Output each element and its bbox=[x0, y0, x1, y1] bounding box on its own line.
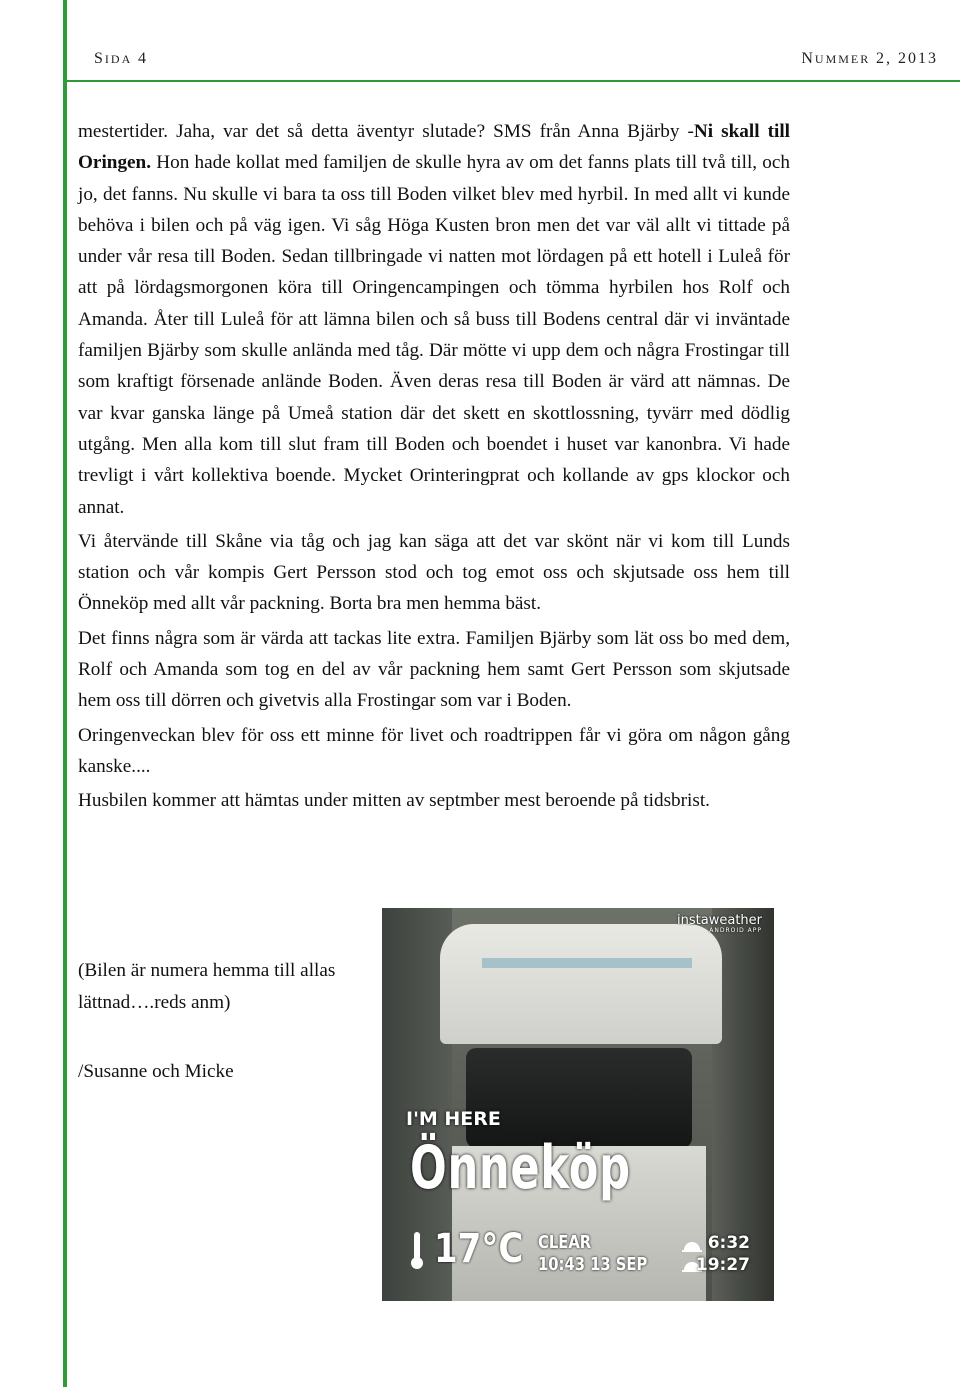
paragraph-3: Det finns några som är värda att tackas lite extra. Familjen Bjärby som lät oss bo med dem, Rolf och Amanda som tog en del av vår packning hem samt Gert Persson som skjutsade hem oss till dörren och givetvis alla Frostingar som var i Boden. bbox=[78, 627, 790, 712]
green-header-rule bbox=[63, 80, 960, 82]
paragraph-1 bbox=[78, 116, 790, 523]
brand-name: instaweather bbox=[677, 913, 762, 928]
weather-condition: CLEAR bbox=[538, 1232, 592, 1253]
signature: /Susanne och Micke bbox=[78, 1061, 234, 1082]
paragraph-1-rest: Hon hade kollat med familjen de skulle hyra av om det fanns plats till två till, och jo, det fanns. Nu skulle vi bara ta oss till Boden vilket blev med hyrbil. In med allt vi kunde behöva i bilen och på väg igen. Vi såg Höga Kusten bron men det var väl allt vi tittade på under vår resa till Boden. Sedan tillbringade vi natten mot lördagen på ett hotell i Luleå för att på lördagsmorgonen köra till Oringencampingen och tömma hyrbilen hos Rolf och Amanda. Åter till Luleå för att lämna bilen och så buss till Bodens central där vi inväntade familjen Bjärby som skulle anlända med tåg. Där mötte vi upp dem och några Frostingar till som kraftigt försenade anlände Boden. Även deras resa till Boden är värd att nämnas. De var kvar ganska länge på Umeå station där det skett en skottlossning, tyvärr med dödlig utgång. Men alla kom till slut fram till Boden och boendet i huset var kanonbra. Vi hade trevligt i vårt kollektiva boende. Mycket Orinteringprat och kollande av gps klockor och annat. bbox=[78, 152, 790, 518]
issue-number: 2, 2013 bbox=[876, 50, 938, 67]
issue-label bbox=[801, 50, 938, 68]
issue-initial: N bbox=[801, 50, 815, 67]
instaweather-logo bbox=[677, 914, 762, 935]
place-name: Önneköp bbox=[410, 1133, 631, 1203]
camper-stripe bbox=[482, 958, 692, 968]
paragraph-2: Vi återvände till Skåne via tåg och jag kan säga att det var skönt när vi kom till Lunds station och vår kompis Gert Persson stod och tog emot oss och skjutsade oss hem till Önneköp med allt vår packning. Borta bra men hemma bäst. bbox=[78, 530, 790, 615]
side-notes bbox=[78, 955, 358, 1088]
page-label bbox=[94, 50, 148, 68]
editor-note: (Bilen är numera hemma till allas lättnad….reds anm) bbox=[78, 960, 336, 1013]
page-number: 4 bbox=[137, 50, 148, 67]
paragraph-5: Husbilen kommer att hämtas under mitten av septmber mest beroende på tidsbrist. bbox=[78, 790, 710, 812]
paragraph-1-bold: Ni skall till Oringen. bbox=[78, 121, 791, 174]
sunset-time: 19:27 bbox=[695, 1255, 750, 1275]
article-body bbox=[78, 116, 790, 820]
thermometer-icon bbox=[410, 1230, 424, 1270]
camper-photo bbox=[382, 908, 774, 1301]
paragraph-1-start: mestertider. Jaha, var det så detta äventyr slutade? SMS från Anna Bjärby - bbox=[78, 121, 694, 142]
sun-times bbox=[696, 1232, 750, 1276]
paragraph-4: Oringenveckan blev för oss ett minne för livet och roadtrippen får vi göra om någon gång kanske.... bbox=[78, 724, 790, 777]
im-here-label: I'M HERE bbox=[406, 1108, 501, 1130]
page-header bbox=[94, 50, 938, 74]
page-label-rest: IDA bbox=[104, 52, 133, 66]
sunrise-time: 6:32 bbox=[707, 1233, 750, 1253]
brand-sub: ANDROID APP bbox=[709, 927, 762, 934]
camper-roof bbox=[440, 924, 722, 1044]
issue-rest: UMMER bbox=[814, 52, 871, 66]
green-vertical-rule bbox=[63, 0, 67, 1387]
temperature: 17°C bbox=[434, 1226, 524, 1272]
weather-info bbox=[538, 1232, 647, 1276]
weather-datetime: 10:43 13 SEP bbox=[538, 1254, 648, 1275]
page-label-initial: S bbox=[94, 50, 105, 67]
